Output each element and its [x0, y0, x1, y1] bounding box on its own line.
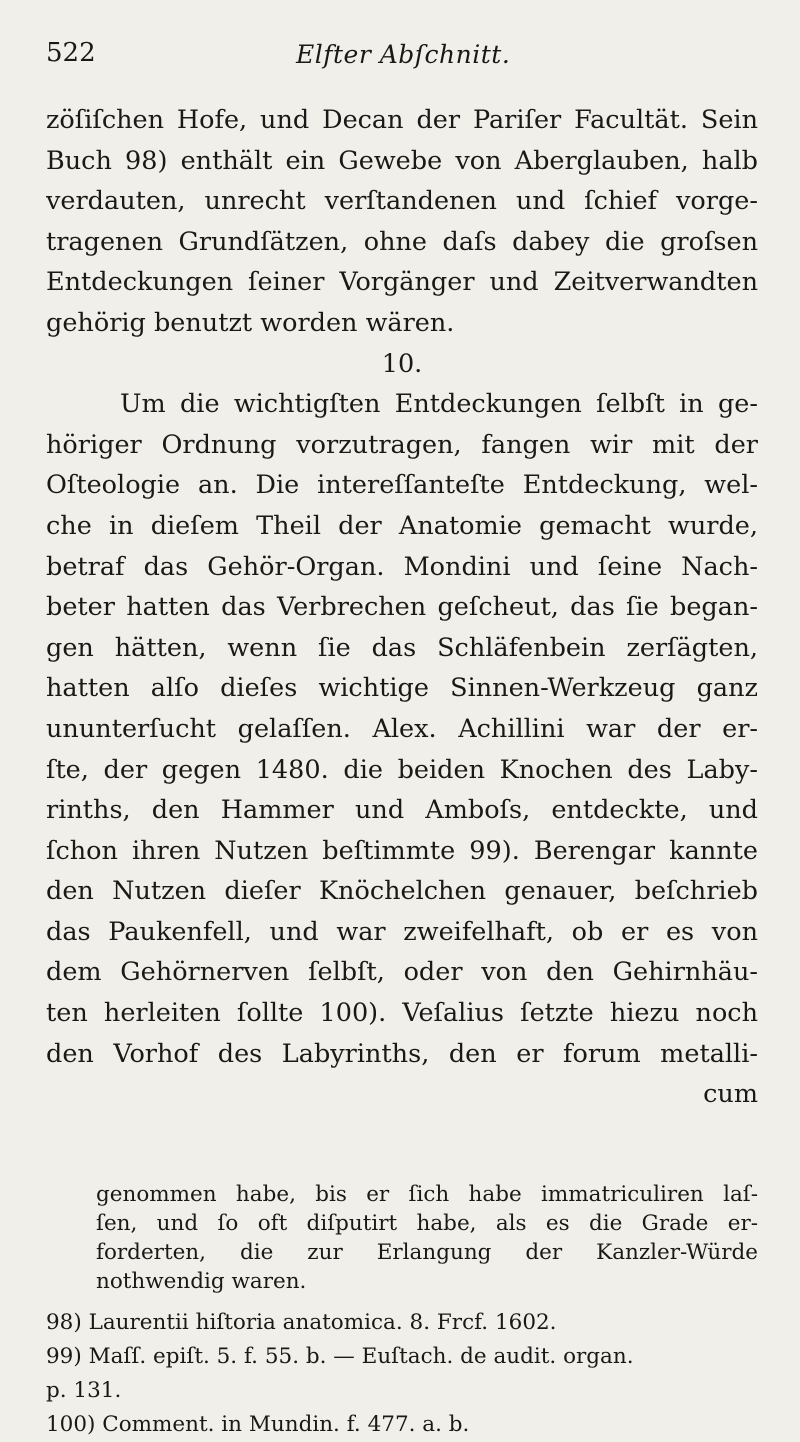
text-line: Buch 98) enthält ein Gewebe von Aberglauben, halb [46, 145, 758, 176]
text-line: das Paukenfell, und war zweifelhaft, ob er es von [46, 916, 758, 947]
footnote-line: nothwendig waren. [96, 1269, 307, 1294]
text-line: ununterſucht gelaſſen. Alex. Achillini war der er- [46, 713, 758, 744]
text-line: dem Gehörnerven ſelbſt, oder von den Gehirnhäu- [46, 957, 758, 988]
footnote-list [46, 1306, 758, 1442]
text-line: hatten alſo dieſes wichtige Sinnen-Werkzeug ganz [46, 673, 758, 704]
text-line: tragenen Grundſätzen, ohne daſs dabey die groſsen [46, 226, 758, 257]
footnote-continuation [46, 1180, 758, 1296]
footnote-line: forderten, die zur Erlangung der Kanzler-Würde [96, 1240, 758, 1265]
text-line: ten herleiten ſollte 100). Veſalius ſetzte hiezu noch [46, 998, 758, 1029]
footnote-98: 98) Laurentii hiſtoria anatomica. 8. Frcf. 1602. [46, 1310, 557, 1335]
text-line: höriger Ordnung vorzutragen, fangen wir mit der [46, 429, 758, 460]
text-line: verdauten, unrecht verſtandenen und ſchief vorge- [46, 186, 758, 217]
text-line: Entdeckungen ſeiner Vorgänger und Zeitverwandten [46, 267, 758, 298]
text-line: den Vorhof des Labyrinths, den er forum metalli- [46, 1038, 758, 1069]
text-line: Um die wichtigſten Entdeckungen ſelbſt in ge- [120, 389, 758, 420]
text-line: betraf das Gehör-Organ. Mondini und ſeine Nach- [46, 551, 758, 582]
footnote-line: genommen habe, bis er ſich habe immatriculiren laſ- [96, 1182, 758, 1207]
text-line: den Nutzen dieſer Knöchelchen genauer, beſchrieb [46, 876, 758, 907]
footnote-100: 100) Comment. in Mundin. f. 477. a. b. [46, 1412, 470, 1437]
text-line: ſte, der gegen 1480. die beiden Knochen des Laby- [46, 754, 758, 785]
section-number: 10. [381, 348, 423, 379]
footnote-99-continued: p. 131. [46, 1378, 122, 1403]
footnote-line: ſen, und ſo oft diſputirt habe, als es die Grade er- [96, 1211, 758, 1236]
text-line: gen hätten, wenn ſie das Schläfenbein zerſägten, [46, 632, 758, 663]
main-text [46, 100, 758, 1115]
footnote-99: 99) Maſſ. epiſt. 5. f. 55. b. — Euſtach. de audit. organ. [46, 1344, 634, 1369]
page-header [46, 38, 760, 78]
text-line: ſchon ihren Nutzen beſtimmte 99). Berengar kannte [46, 835, 758, 866]
text-line: che in dieſem Theil der Anatomie gemacht wurde, [46, 510, 758, 541]
text-line: gehörig benutzt worden wären. [46, 307, 455, 338]
page-number: 522 [46, 38, 96, 68]
catchword: cum [703, 1079, 758, 1110]
footnotes-area [46, 1180, 758, 1442]
text-line: rinths, den Hammer und Amboſs, entdeckte, und [46, 795, 758, 826]
text-line: Oſteologie an. Die intereſſanteſte Entdeckung, wel- [46, 470, 758, 501]
running-title: Elfter Abſchnitt. [296, 40, 511, 69]
text-line: zöſiſchen Hofe, und Decan der Pariſer Facultät. Sein [46, 105, 758, 135]
text-line: beter hatten das Verbrechen geſcheut, das ſie began- [46, 592, 758, 623]
